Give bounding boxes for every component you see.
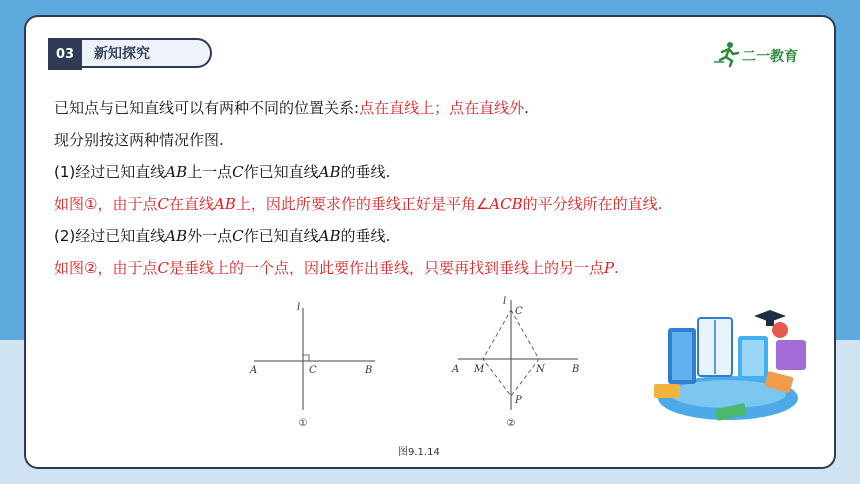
fig1-label-c: C bbox=[309, 365, 317, 376]
line-6-part: 如图②，由于点 bbox=[54, 259, 158, 277]
fig2-label-p: P bbox=[515, 395, 522, 406]
section-title: 新知探究 bbox=[82, 38, 212, 68]
line-4-part: 如图①，由于点 bbox=[54, 195, 158, 213]
line-4 bbox=[54, 188, 662, 220]
line-4-var: ACB bbox=[489, 195, 523, 213]
line-6-part: 是垂线上的一个点，因此要作出垂线，只要再找到垂线上的另一点 bbox=[168, 259, 604, 277]
fig2-number: ② bbox=[506, 418, 516, 429]
line-5-part: 外一点 bbox=[187, 227, 233, 245]
line-3-var: C bbox=[232, 163, 244, 181]
fig1-label-a: A bbox=[250, 365, 258, 376]
line-5-var: AB bbox=[318, 227, 341, 245]
fig1-label-b: B bbox=[365, 365, 373, 376]
line-3 bbox=[54, 156, 662, 188]
line-1-highlight: 点在直线上；点在直线外 bbox=[359, 99, 525, 117]
line-5-part: (2)经过已知直线 bbox=[54, 227, 166, 245]
section-number: 03 bbox=[48, 38, 82, 70]
fig2-label-b: B bbox=[572, 364, 580, 375]
fig1-right-angle-mark bbox=[303, 355, 309, 361]
text-body bbox=[54, 92, 662, 284]
section-badge bbox=[48, 38, 216, 70]
fig2-label-a: A bbox=[452, 364, 460, 375]
line-4-part: 上，因此所要求作的垂线正好是平角∠ bbox=[235, 195, 490, 213]
line-1-period: . bbox=[524, 99, 529, 117]
line-5 bbox=[54, 220, 662, 252]
line-3-part: 的垂线. bbox=[340, 163, 391, 181]
line-1-text: 已知点与已知直线可以有两种不同的位置关系: bbox=[54, 99, 360, 117]
figure-1 bbox=[249, 302, 375, 429]
fig2-label-n: N bbox=[536, 364, 545, 375]
line-3-var: AB bbox=[318, 163, 341, 181]
books-illustration bbox=[646, 300, 826, 430]
fig1-number: ① bbox=[298, 418, 308, 429]
brand-logo bbox=[712, 40, 812, 70]
fig1-label-l: l bbox=[297, 302, 301, 313]
line-6-var: P bbox=[603, 259, 615, 277]
fig2-label-m: M bbox=[474, 364, 485, 375]
figure-caption: 图9.1.14 bbox=[398, 447, 440, 458]
line-3-part: 上一点 bbox=[187, 163, 233, 181]
figure-2 bbox=[451, 296, 579, 429]
line-3-part: 作已知直线 bbox=[243, 163, 319, 181]
logo-text: 二一教育 bbox=[742, 49, 798, 65]
line-4-part: 的平分线所在的直线. bbox=[522, 195, 663, 213]
line-6-part: . bbox=[614, 259, 619, 277]
runner-logo-icon bbox=[712, 40, 742, 68]
geometry-figure bbox=[240, 288, 600, 438]
line-4-var: C bbox=[157, 195, 169, 213]
line-3-part: (1)经过已知直线 bbox=[54, 163, 166, 181]
line-6-var: C bbox=[157, 259, 169, 277]
line-4-var: AB bbox=[213, 195, 236, 213]
line-5-part: 作已知直线 bbox=[243, 227, 319, 245]
fig2-label-c: C bbox=[515, 306, 523, 317]
line-2: 现分别按这两种情况作图. bbox=[54, 131, 224, 149]
line-6 bbox=[54, 252, 662, 284]
line-1 bbox=[54, 92, 662, 124]
line-3-var: AB bbox=[165, 163, 188, 181]
line-5-part: 的垂线. bbox=[340, 227, 391, 245]
fig2-label-l: l bbox=[503, 296, 507, 307]
line-4-part: 在直线 bbox=[168, 195, 214, 213]
line-5-var: AB bbox=[165, 227, 188, 245]
line-5-var: C bbox=[232, 227, 244, 245]
